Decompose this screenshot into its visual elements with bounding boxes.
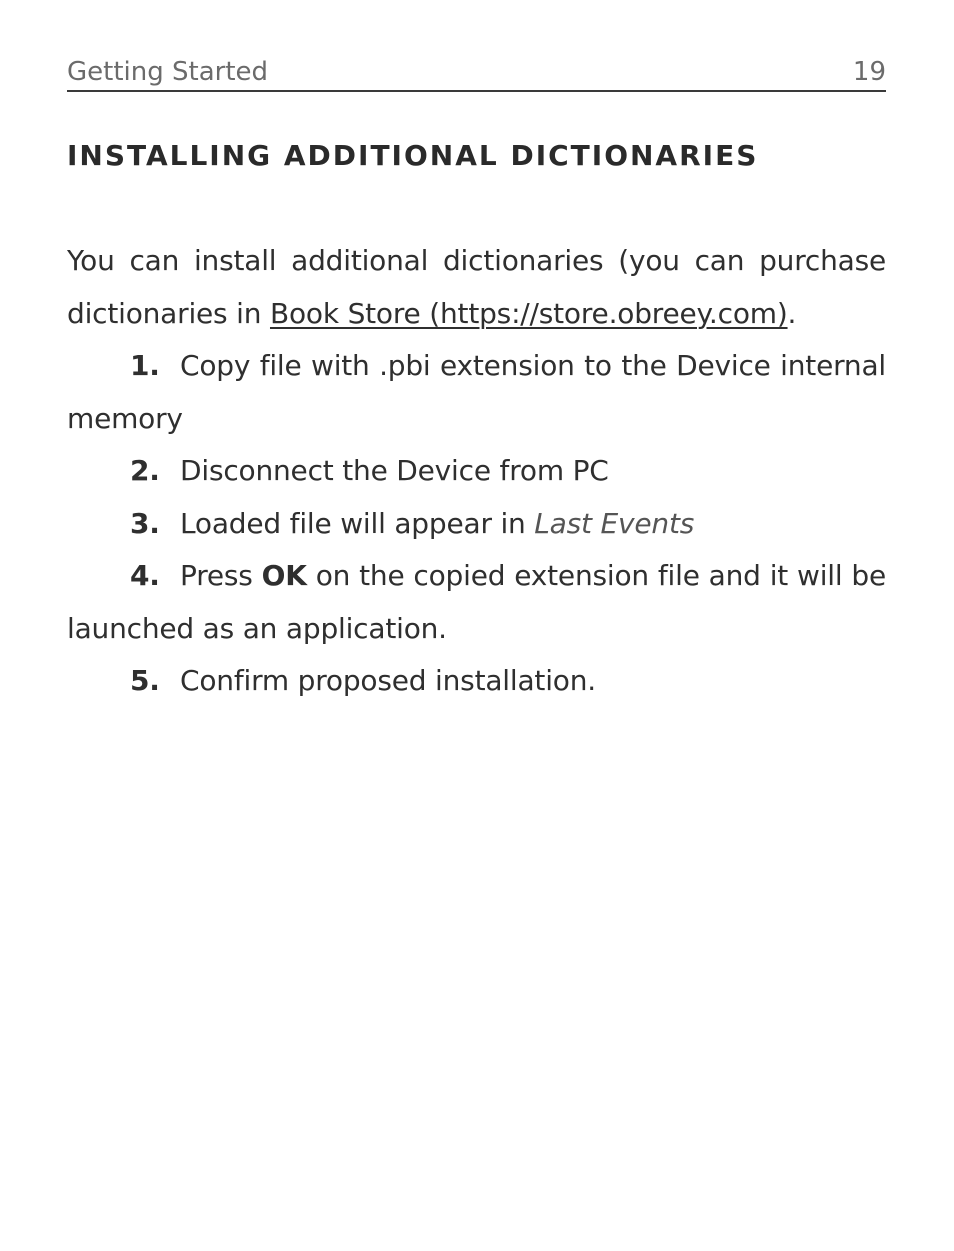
step-number: 1. bbox=[130, 349, 160, 382]
step-item-1 bbox=[67, 340, 886, 445]
step-text: Loaded file will appear in bbox=[180, 506, 535, 540]
step-item-5 bbox=[67, 655, 886, 708]
step-item-4 bbox=[67, 550, 886, 655]
step-number: 5. bbox=[130, 664, 160, 697]
step-item-3 bbox=[67, 498, 886, 551]
page-number: 19 bbox=[852, 57, 886, 87]
step-text-end: on the copied extension file and it will be launched as an application. bbox=[67, 559, 886, 645]
step-number: 2. bbox=[130, 454, 160, 487]
step-text: Press bbox=[180, 559, 262, 592]
step-item-2 bbox=[67, 445, 886, 498]
step-text: Copy file with .pbi extension to the Device internal memory bbox=[67, 349, 886, 435]
page-header bbox=[67, 56, 886, 92]
ok-button-label: OK bbox=[261, 559, 307, 592]
intro-text-end: . bbox=[787, 296, 797, 330]
running-head-section: Getting Started bbox=[67, 57, 269, 87]
intro-paragraph bbox=[67, 235, 886, 340]
step-text: Disconnect the Device from PC bbox=[180, 454, 609, 487]
step-number: 4. bbox=[130, 559, 160, 592]
body-content bbox=[67, 235, 886, 708]
step-number: 3. bbox=[130, 506, 160, 540]
section-title: INSTALLING ADDITIONAL DICTIONARIES bbox=[67, 139, 759, 172]
step-text: Confirm proposed installation. bbox=[180, 664, 596, 697]
intro-text: You can install additional dictionaries (you can purchase dictionaries in bbox=[67, 244, 886, 330]
book-store-link[interactable]: Book Store (https://store.obreey.com) bbox=[269, 296, 788, 330]
last-events-emphasis: Last Events bbox=[534, 506, 695, 540]
